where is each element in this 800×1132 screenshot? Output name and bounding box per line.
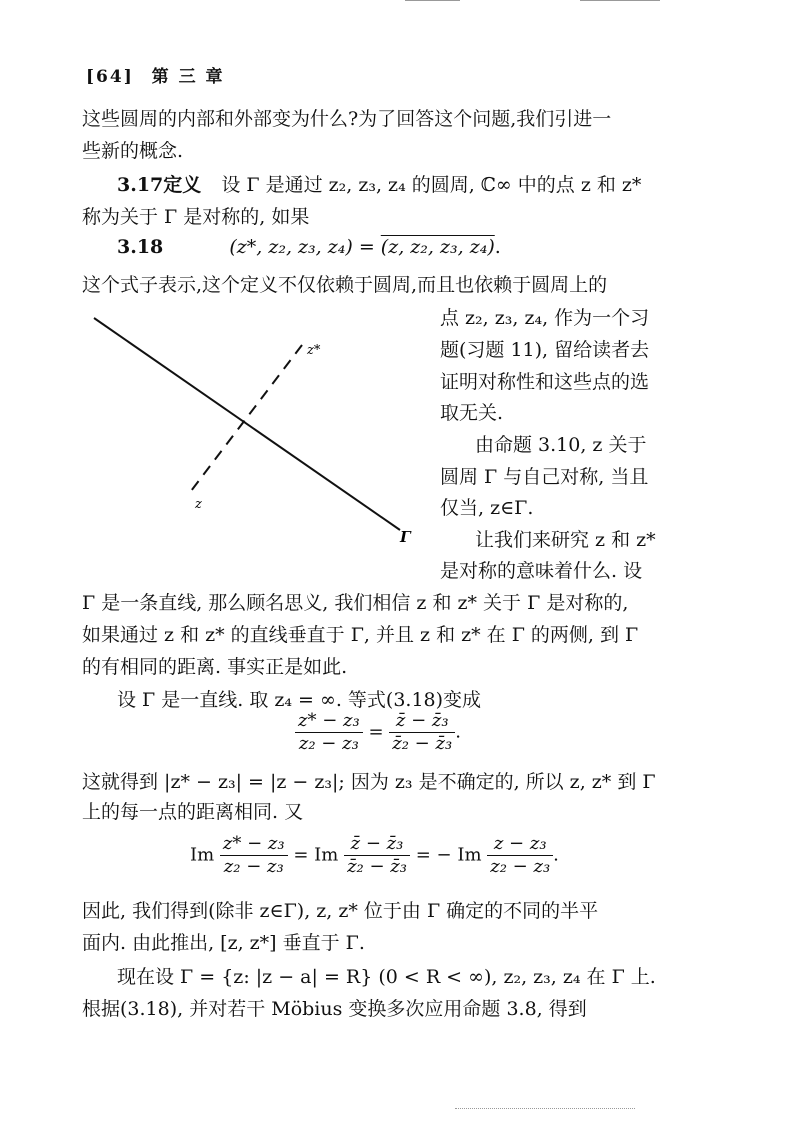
fraction-numerator: z̄ − z̄₃: [344, 833, 410, 856]
text-line: 证明对称性和这些点的选: [440, 371, 650, 393]
fraction-numerator: z − z₃: [487, 833, 553, 856]
equation-lhs: (z*, z₂, z₃, z₄) =: [229, 236, 381, 258]
formula-end: .: [553, 844, 559, 866]
text-line: 这就得到 |z* − z₃| = |z − z₃|; 因为 z₃ 是不确定的, 所以 z, z* 到 Γ: [82, 771, 656, 793]
text-line: 设 Γ 是一直线. 取 z₄ = ∞. 等式(3.18)变成: [117, 689, 482, 711]
fraction-denominator: z̄₂ − z̄₃: [347, 856, 407, 877]
text-line: 面内. 由此推出, [z, z*] 垂直于 Γ.: [82, 932, 365, 954]
text-line: 仅当, z∈Γ.: [440, 497, 534, 519]
fraction: [295, 710, 363, 755]
equation-3-18: [117, 236, 501, 258]
page-header: [86, 62, 225, 87]
im-operator: Im: [190, 844, 220, 866]
text-line: 取无关.: [440, 402, 504, 424]
definition-label: 定义: [163, 174, 202, 196]
text-line: 如果通过 z 和 z* 的直线垂直于 Γ, 并且 z 和 z* 在 Γ 的两侧, 到 Γ: [82, 624, 639, 646]
definition-text: 设 Γ 是通过 z₂, z₃, z₄ 的圆周, ℂ∞ 中的点 z 和 z*: [221, 174, 642, 196]
fraction-numerator: z̄ − z̄₃: [389, 710, 455, 733]
fraction-numerator: z* − z₃: [220, 833, 288, 856]
text-line: 圆周 Γ 与自己对称, 当且: [440, 466, 649, 488]
text-line: 的有相同的距离. 事实正是如此.: [82, 656, 348, 678]
perpendicular-dashed-line: [188, 345, 302, 495]
text-line: 题(习题 11), 留给读者去: [440, 339, 650, 361]
fraction-numerator: z* − z₃: [295, 710, 363, 733]
text-line: 根据(3.18), 并对若干 Möbius 变换多次应用命题 3.8, 得到: [82, 998, 587, 1020]
formula-imaginary: [190, 833, 559, 878]
chapter-title: 第 三 章: [151, 67, 225, 87]
label-gamma: Γ: [400, 528, 411, 546]
definition-line: [117, 170, 641, 197]
fraction: [220, 833, 288, 878]
text-line: 这个式子表示,这个定义不仅依赖于圆周,而且也依赖于圆周上的: [82, 274, 608, 296]
equation-number: 3.18: [117, 236, 164, 258]
equation-rhs-conjugate: (z, z₂, z₃, z₄): [380, 236, 495, 258]
text-line: 现在设 Γ = {z: |z − a| = R} (0 < R < ∞), z₂, z₃, z₄ 在 Γ 上.: [117, 966, 656, 988]
scan-mark: [405, 0, 460, 1]
gamma-line: [94, 318, 400, 530]
fraction-denominator: z₂ − z₃: [298, 733, 359, 754]
text-line: 称为关于 Γ 是对称的, 如果: [82, 206, 310, 228]
fraction-denominator: z̄₂ − z̄₃: [392, 733, 453, 754]
text-line: 些新的概念.: [82, 140, 184, 162]
equals-sign: =: [362, 721, 390, 743]
label-zstar: z*: [307, 343, 321, 358]
formula-ratio: [295, 710, 461, 755]
text-line: 因此, 我们得到(除非 z∈Γ), z, z* 位于由 Γ 确定的不同的半平: [82, 900, 599, 922]
text-line: 上的每一点的距离相同. 又: [82, 801, 304, 823]
scan-mark: [580, 0, 660, 1]
text-line: 这些圆周的内部和外部变为什么?为了回答这个问题,我们引进一: [82, 108, 612, 130]
fraction: [344, 833, 410, 878]
fraction-denominator: z₂ − z₃: [223, 856, 284, 877]
equals-neg-im: = − Im: [410, 844, 488, 866]
page-number: [64]: [86, 67, 134, 87]
text-line: 是对称的意味着什么. 设: [440, 560, 643, 582]
text-line: Γ 是一条直线, 那么顾名思义, 我们相信 z 和 z* 关于 Γ 是对称的,: [82, 592, 629, 614]
scan-mark: [455, 1108, 635, 1109]
equals-im: = Im: [287, 844, 345, 866]
equation-end: .: [494, 236, 501, 258]
fraction: [389, 710, 455, 755]
text-line: 点 z₂, z₃, z₄, 作为一个习: [440, 307, 650, 329]
label-z: z: [195, 497, 202, 512]
text-line: 由命题 3.10, z 关于: [475, 434, 647, 456]
formula-end: .: [455, 721, 461, 743]
fraction: [487, 833, 553, 878]
definition-number: 3.17: [117, 174, 164, 196]
text-line: 让我们来研究 z 和 z*: [475, 529, 656, 551]
symmetry-figure: [82, 300, 422, 560]
fraction-denominator: z₂ − z₃: [490, 856, 551, 877]
